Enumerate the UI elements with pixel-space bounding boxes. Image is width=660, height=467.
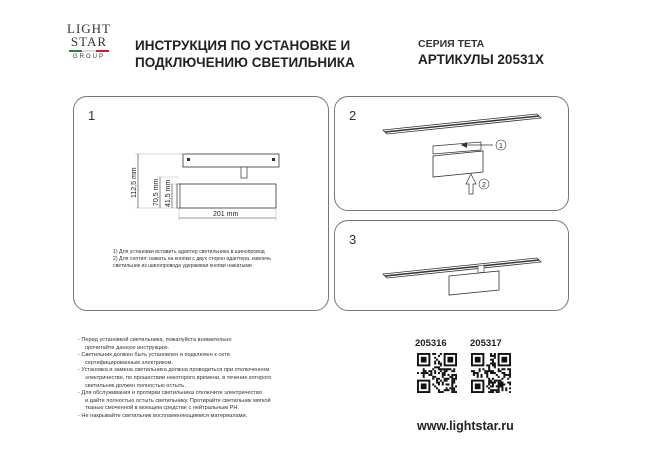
instruction-line: электричестве, по прошествии некоторого времени, в течение которого xyxy=(85,374,272,381)
instruction-line: - Для обслуживания и протирки светильника отключите электричество xyxy=(78,390,263,397)
qr-code-icon xyxy=(471,353,511,393)
instruction-line: - Установка и замена светильника должна проводиться при отключенном xyxy=(78,367,270,374)
step-1-label: 1 xyxy=(499,143,503,150)
instruction-line: тканью смоченной в моющем средстве с нейтральным PH. xyxy=(85,405,239,412)
logo-line-1: LIGHT xyxy=(67,21,111,36)
step-2-label: 2 xyxy=(482,182,486,189)
logo-line-2: STAR xyxy=(70,34,108,49)
panel-1-notes xyxy=(113,249,318,271)
instruction-line: светильник должен полностью остыть. xyxy=(85,382,186,389)
dim-total-label: 112,5 mm xyxy=(131,167,138,198)
instruction-line: - Светильник должен быть установлен и подключен к сети xyxy=(78,352,230,359)
note-line: светильник из шинопровода удерживая кнопки нажатыми xyxy=(113,263,252,270)
note-line: 2) Для снятия: нажать на кнопки с двух сторон адаптера, извлечь xyxy=(113,256,271,263)
title-line-1: ИНСТРУКЦИЯ ПО УСТАНОВКЕ И xyxy=(135,38,351,53)
website-link[interactable]: www.lightstar.ru xyxy=(417,419,514,433)
lamp-body xyxy=(433,151,483,177)
note-line: 1) Для установки вставить адаптер светильника в шинопровод xyxy=(113,249,265,255)
dim-body-label: 70,5 mm xyxy=(153,178,160,206)
dimension-drawing xyxy=(115,140,315,240)
title-line-2: ПОДКЛЮЧЕНИЮ СВЕТИЛЬНИКА xyxy=(135,55,355,70)
article-code: 205317 xyxy=(470,338,502,349)
installed-drawing xyxy=(375,244,550,304)
italian-flag-icon xyxy=(69,50,109,52)
articles-label: АРТИКУЛЫ 20531X xyxy=(418,52,544,67)
instruction-line: - Перед установкой светильника, пожалуйста внимательно xyxy=(78,337,232,343)
panel-2-number: 2 xyxy=(349,108,357,123)
qr-code-icon xyxy=(417,353,457,393)
instruction-line: и дайте полностью остыть светильнику. Протирайте светильник мягкой xyxy=(85,397,271,404)
instruction-line: - Не накрывайте светильник воспламеняющимися материалами. xyxy=(78,412,248,419)
logo-line-3: GROUP xyxy=(72,54,105,60)
adapter-button xyxy=(187,158,190,161)
track-adapter xyxy=(183,154,279,167)
series-label: СЕРИЯ TETA xyxy=(418,38,485,50)
panel-3-number: 3 xyxy=(349,232,357,247)
instruction-line: прочитайте данную инструкцию. xyxy=(85,344,170,351)
instruction-line: сертифицированным электриком. xyxy=(85,359,173,366)
lamp-body xyxy=(449,271,499,295)
dim-low-label: 41,5 mm xyxy=(165,179,172,207)
connector xyxy=(241,167,247,178)
lamp-body xyxy=(179,184,276,208)
lamp-body-side xyxy=(177,184,180,208)
adapter-button xyxy=(272,158,275,161)
safety-instructions xyxy=(78,337,323,421)
track-adapter xyxy=(478,265,484,273)
dim-width-label: 201 mm xyxy=(213,211,239,218)
article-code: 205316 xyxy=(415,338,447,349)
page-title xyxy=(135,37,355,71)
install-drawing xyxy=(375,104,550,204)
panel-1-number: 1 xyxy=(88,108,96,123)
brand-logo xyxy=(60,22,118,60)
arrow-2-icon xyxy=(466,174,476,194)
